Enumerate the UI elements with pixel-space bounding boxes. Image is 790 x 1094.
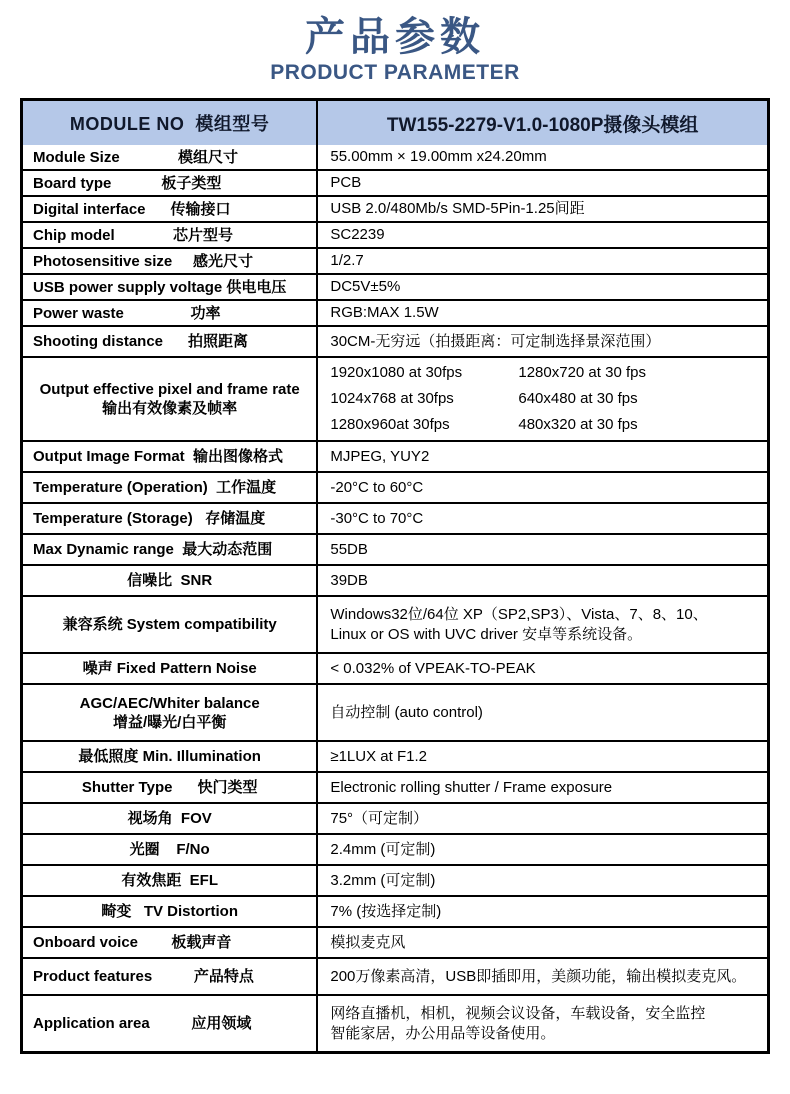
table-row-usb-power-supply-voltage: [23, 273, 767, 299]
table-row-fixed-pattern-noise: [23, 652, 767, 683]
value-column: [518, 360, 646, 438]
value-line: 200万像素高清，USB即插即用，美颜功能，输出模拟麦克风。: [330, 967, 747, 985]
row-value-board-type: [318, 171, 767, 195]
value-line: 自动控制 (auto control): [330, 703, 483, 721]
value-line: 640x480 at 30 fps: [518, 390, 638, 407]
row-label-line: Onboard voice 板载声音: [33, 934, 232, 951]
row-label-line: Module Size 模组尺寸: [33, 148, 239, 166]
page-title: 产品参数: [305, 15, 485, 59]
row-label-temperature-operation: [23, 473, 318, 502]
row-label-line: Photosensitive size 感光尺寸: [33, 252, 254, 270]
row-label-line: 光圈 F/No: [129, 841, 210, 858]
table-row-f-no: [23, 833, 767, 864]
value-line: 7% (按选择定制): [330, 902, 442, 920]
value-line: SC2239: [330, 226, 385, 243]
table-header-module-no: MODULE NO 模组型号: [23, 101, 318, 145]
row-value-module-size: [318, 145, 767, 169]
row-label-line: 畸变 TV Distortion: [101, 903, 239, 920]
row-value-output-image-format: [318, 442, 767, 471]
value-line: 模拟麦克风: [330, 933, 406, 951]
value-line: PCB: [330, 174, 362, 191]
row-value-shutter-type: [318, 773, 767, 802]
table-row-fov: [23, 802, 767, 833]
row-value-efl: [318, 866, 767, 895]
spec-table-body: [23, 145, 767, 1051]
table-row-onboard-voice: [23, 926, 767, 957]
row-label-line: 有效焦距 EFL: [121, 872, 219, 889]
value-line: USB 2.0/480Mb/s SMD-5Pin-1.25间距: [330, 200, 585, 217]
value-line: 55.00mm × 19.00mm x24.20mm: [330, 148, 547, 165]
table-row-temperature-operation: [23, 471, 767, 502]
row-label-line: Max Dynamic range 最大动态范围: [33, 541, 273, 558]
row-value-application-area: [318, 996, 767, 1051]
row-label-system-compatibility: [23, 597, 318, 652]
value-line: DC5V±5%: [330, 278, 401, 295]
row-value-agc-aec-white-balance: [318, 685, 767, 740]
row-value-system-compatibility: [318, 597, 767, 652]
value-line: 1280x960at 30fps: [330, 416, 450, 433]
row-label-product-features: [23, 959, 318, 994]
row-value-snr: [318, 566, 767, 595]
table-row-application-area: [23, 994, 767, 1051]
row-label-snr: [23, 566, 318, 595]
row-label-line: Product features 产品特点: [33, 968, 254, 985]
row-label-line: Shooting distance 拍照距离: [33, 333, 249, 350]
value-line: 1280x720 at 30 fps: [518, 364, 646, 381]
row-label-min-illumination: [23, 742, 318, 771]
row-label-shooting-distance: [23, 327, 318, 356]
row-label-efl: [23, 866, 318, 895]
table-row-shutter-type: [23, 771, 767, 802]
value-line: Electronic rolling shutter / Frame exposure: [330, 778, 613, 796]
value-column: [330, 360, 518, 438]
row-label-temperature-storage: [23, 504, 318, 533]
table-row-chip-model: [23, 221, 767, 247]
row-label-tv-distortion: [23, 897, 318, 926]
value-line: 480x320 at 30 fps: [518, 416, 638, 433]
spec-table: [20, 98, 770, 1054]
row-value-fov: [318, 804, 767, 833]
row-label-line: 视场角 FOV: [127, 810, 212, 827]
value-line: Windows32位/64位 XP（SP2,SP3）、Vista、7、8、10、: [330, 605, 708, 623]
value-line: 2.4mm (可定制): [330, 840, 436, 858]
row-label-line: Board type 板子类型: [33, 174, 222, 192]
table-row-min-illumination: [23, 740, 767, 771]
table-row-max-dynamic-range: [23, 533, 767, 564]
row-label-power-waste: [23, 301, 318, 325]
value-line: 75°（可定制）: [330, 809, 429, 827]
row-value-temperature-operation: [318, 473, 767, 502]
value-line: 55DB: [330, 540, 368, 558]
row-label-usb-power-supply-voltage: [23, 275, 318, 299]
row-label-line: 输出有效像素及帧率: [102, 400, 238, 417]
value-line: ≥1LUX at F1.2: [330, 747, 427, 765]
row-label-line: Application area 应用领域: [33, 1015, 252, 1032]
table-row-efl: [23, 864, 767, 895]
row-value-onboard-voice: [318, 928, 767, 957]
value-line: 智能家居，办公用品等设备使用。: [330, 1024, 556, 1042]
table-row-digital-interface: [23, 195, 767, 221]
row-label-chip-model: [23, 223, 318, 247]
row-value-temperature-storage: [318, 504, 767, 533]
value-line: MJPEG, YUY2: [330, 447, 430, 465]
row-label-max-dynamic-range: [23, 535, 318, 564]
value-line: 1920x1080 at 30fps: [330, 364, 463, 381]
value-columns: [330, 360, 757, 438]
row-label-module-size: [23, 145, 318, 169]
table-row-system-compatibility: [23, 595, 767, 652]
table-row-photosensitive-size: [23, 247, 767, 273]
table-row-tv-distortion: [23, 895, 767, 926]
value-line: 3.2mm (可定制): [330, 871, 436, 889]
row-label-line: Output Image Format 输出图像格式: [33, 448, 284, 465]
row-label-fixed-pattern-noise: [23, 654, 318, 683]
value-line: -30°C to 70°C: [330, 509, 424, 527]
table-row-power-waste: [23, 299, 767, 325]
row-label-board-type: [23, 171, 318, 195]
row-label-photosensitive-size: [23, 249, 318, 273]
row-value-tv-distortion: [318, 897, 767, 926]
row-label-line: 增益/曝光/白平衡: [113, 713, 227, 731]
value-line: 30CM-无穷远（拍摄距离：可定制选择景深范围）: [330, 332, 661, 350]
page-subtitle: PRODUCT PARAMETER: [270, 61, 520, 84]
table-row-module-size: [23, 145, 767, 169]
row-value-chip-model: [318, 223, 767, 247]
value-line: 网络直播机，相机，视频会议设备，车载设备，安全监控: [330, 1004, 706, 1022]
table-row-shooting-distance: [23, 325, 767, 356]
row-value-digital-interface: [318, 197, 767, 221]
table-row-output-image-format: [23, 440, 767, 471]
row-label-line: Digital interface 传输接口: [33, 200, 231, 218]
row-value-output-pixel-frame-rate: [318, 358, 767, 440]
row-value-f-no: [318, 835, 767, 864]
row-label-line: Power waste 功率: [33, 304, 221, 322]
row-label-line: USB power supply voltage 供电电压: [33, 278, 287, 296]
page-header: [0, 0, 790, 85]
row-label-line: Output effective pixel and frame rate: [39, 381, 300, 398]
row-label-fov: [23, 804, 318, 833]
value-line: Linux or OS with UVC driver 安卓等系统设备。: [330, 625, 643, 643]
value-line: RGB:MAX 1.5W: [330, 304, 439, 321]
table-header-row: [23, 101, 767, 145]
row-label-line: Temperature (Storage) 存储温度: [33, 510, 266, 527]
value-line: 39DB: [330, 571, 368, 589]
row-label-onboard-voice: [23, 928, 318, 957]
value-line: 1/2.7: [330, 252, 364, 269]
row-label-f-no: [23, 835, 318, 864]
row-label-output-pixel-frame-rate: [23, 358, 318, 440]
row-label-line: Shutter Type 快门类型: [81, 779, 258, 796]
row-label-line: 信噪比 SNR: [127, 572, 213, 589]
row-label-shutter-type: [23, 773, 318, 802]
row-label-agc-aec-white-balance: [23, 685, 318, 740]
row-value-usb-power-supply-voltage: [318, 275, 767, 299]
table-row-board-type: [23, 169, 767, 195]
table-row-temperature-storage: [23, 502, 767, 533]
value-line: 1024x768 at 30fps: [330, 390, 454, 407]
row-label-line: 最低照度 Min. Illumination: [78, 748, 261, 765]
table-row-snr: [23, 564, 767, 595]
row-value-product-features: [318, 959, 767, 994]
row-label-line: Chip model 芯片型号: [33, 226, 234, 244]
table-header-model-number: TW155-2279-V1.0-1080P摄像头模组: [386, 114, 699, 136]
row-label-line: AGC/AEC/Whiter balance: [79, 694, 260, 712]
row-label-digital-interface: [23, 197, 318, 221]
row-value-photosensitive-size: [318, 249, 767, 273]
row-value-power-waste: [318, 301, 767, 325]
row-label-output-image-format: [23, 442, 318, 471]
table-row-agc-aec-white-balance: [23, 683, 767, 740]
table-row-product-features: [23, 957, 767, 994]
row-value-min-illumination: [318, 742, 767, 771]
row-label-line: 噪声 Fixed Pattern Noise: [82, 660, 257, 677]
table-row-output-pixel-frame-rate: [23, 356, 767, 440]
row-label-application-area: [23, 996, 318, 1051]
row-value-fixed-pattern-noise: [318, 654, 767, 683]
row-label-line: 兼容系统 System compatibility: [62, 616, 277, 633]
row-value-max-dynamic-range: [318, 535, 767, 564]
value-line: -20°C to 60°C: [330, 478, 424, 496]
value-line: < 0.032% of VPEAK-TO-PEAK: [330, 659, 536, 677]
row-label-line: Temperature (Operation) 工作温度: [33, 479, 277, 496]
row-value-shooting-distance: [318, 327, 767, 356]
